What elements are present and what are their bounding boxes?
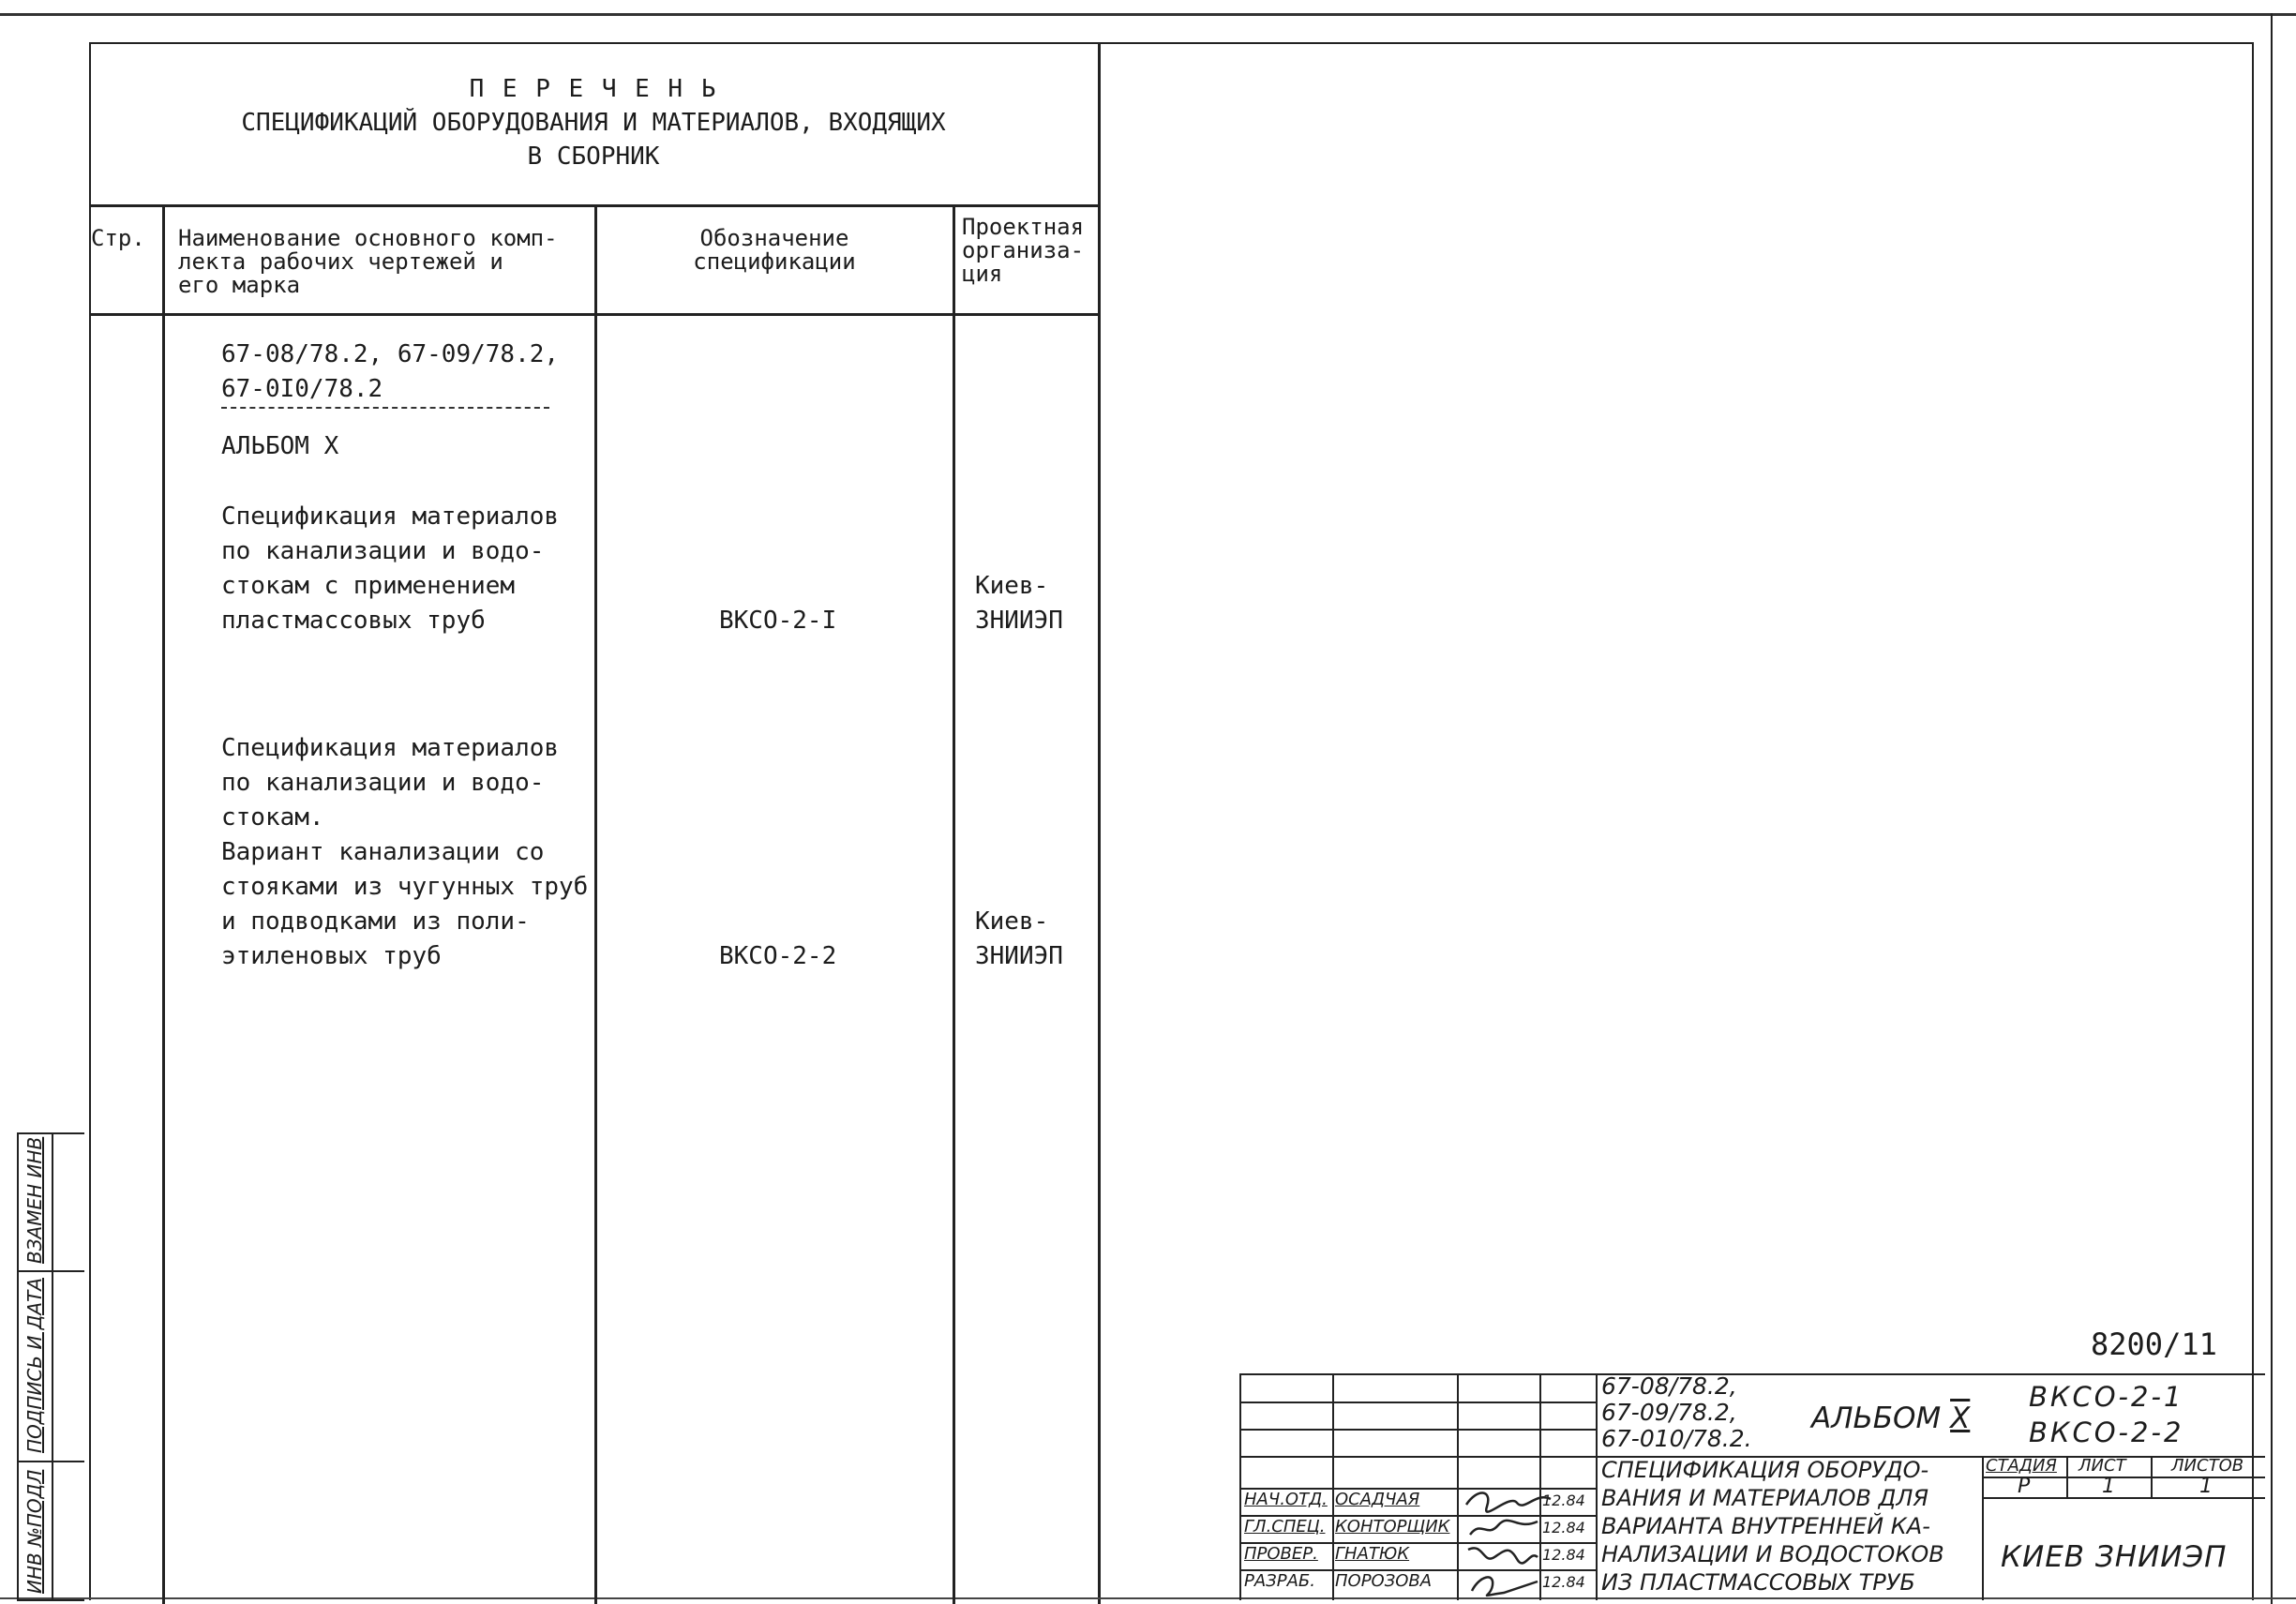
staff-date: 12.84 [1542,1519,1585,1537]
organization-cell: Киев- ЗНИИЭП [975,907,1063,970]
column-divider-page [162,204,165,1604]
side-stamp-inv-orig: ИНВ №ПОДЛ [23,1469,46,1594]
staff-role: НАЧ.ОТД. [1244,1490,1328,1509]
title-block-organization: КИЕВ ЗНИИЭП [2001,1540,2228,1574]
list-title: П Е Р Е Ч Е Н Ь [469,75,718,103]
sheet-value: 1 [2102,1475,2115,1498]
signature-image [1466,1514,1541,1542]
list-subtitle: СПЕЦИФИКАЦИЙ ОБОРУДОВАНИЯ И МАТЕРИАЛОВ, ВХОДЯЩИХ [241,109,946,137]
organization-cell: Киев- ЗНИИЭП [975,572,1063,635]
set-codes: 67-08/78.2, 67-09/78.2, 67-0I0/78.2 [221,337,559,409]
title-block-spec-codes: ВКСО-2-1 ВКСО-2-2 [2029,1381,2184,1448]
list-item: Спецификация материалов по канализации и водо- стокам с применением пластмассовых труб [221,502,560,635]
designation-cell: ВКСО-2-I [719,607,837,635]
sheet-right-border [2271,13,2273,1604]
column-divider-designation [953,204,955,1604]
title-block-album: АЛЬБОМ X [1811,1402,1971,1435]
staff-name: ГНАТЮК [1335,1544,1410,1564]
signature-image [1466,1568,1541,1598]
list-subtitle-2: В СБОРНИК [527,142,660,171]
signature-image [1464,1540,1539,1568]
title-block-title: СПЕЦИФИКАЦИЯ ОБОРУДО- ВАНИЯ И МАТЕРИАЛОВ ДЛЯ ВАРИАНТА ВНУТРЕННЕЙ КА- НАЛИЗАЦИИ И ВОДОСТОКОВ ИЗ ПЛАСТМАССОВЫХ ТРУБ [1601,1457,1944,1596]
sheet-top-border [0,0,2296,16]
column-divider-name [594,204,597,1604]
staff-role: ПРОВЕР. [1244,1544,1318,1564]
signature-image [1461,1486,1554,1514]
staff-date: 12.84 [1542,1546,1585,1564]
side-stamp-sign-date: ПОДПИСЬ И ДАТА [23,1278,46,1453]
title-block-codes: 67-08/78.2, 67-09/78.2, 67-010/78.2. [1601,1372,1752,1452]
sheets-value: 1 [2199,1475,2213,1498]
list-item: Спецификация материалов по канализации и водо- стокам. Вариант канализации со стояками из чугунных труб и подводками из поли- этиленовых труб [221,734,589,970]
column-header-designation: Обозначение спецификации [693,225,856,275]
sheet-number: 8200/11 [2091,1327,2217,1362]
staff-date: 12.84 [1542,1573,1585,1591]
table-top-rule [89,204,1098,207]
title-block [1239,1373,2265,1600]
side-stamp [17,1132,84,1601]
sheet-label: ЛИСТ [2078,1456,2126,1476]
column-header-name: Наименование основного комп- лекта рабочих чертежей и его марка [178,225,558,298]
album-label: АЛЬБОМ X [221,432,339,460]
staff-date: 12.84 [1542,1492,1585,1509]
stage-value: Р [2018,1475,2031,1498]
staff-name: ОСАДЧАЯ [1335,1490,1420,1509]
sheets-label: ЛИСТОВ [2171,1456,2244,1476]
staff-name: КОНТОРЩИК [1335,1517,1450,1537]
stage-label: СТАДИЯ [1986,1456,2057,1476]
column-header-page: Стр. [91,225,145,251]
staff-role: ГЛ.СПЕЦ. [1244,1517,1326,1537]
column-header-organization: Проектная организа- ция [962,214,1085,287]
staff-name: ПОРОЗОВА [1335,1571,1433,1591]
table-header-rule [89,313,1098,316]
staff-role: РАЗРАБ. [1244,1571,1315,1591]
side-stamp-replace-inv: ВЗАМЕН ИНВ [23,1136,46,1264]
designation-cell: ВКСО-2-2 [719,942,837,970]
